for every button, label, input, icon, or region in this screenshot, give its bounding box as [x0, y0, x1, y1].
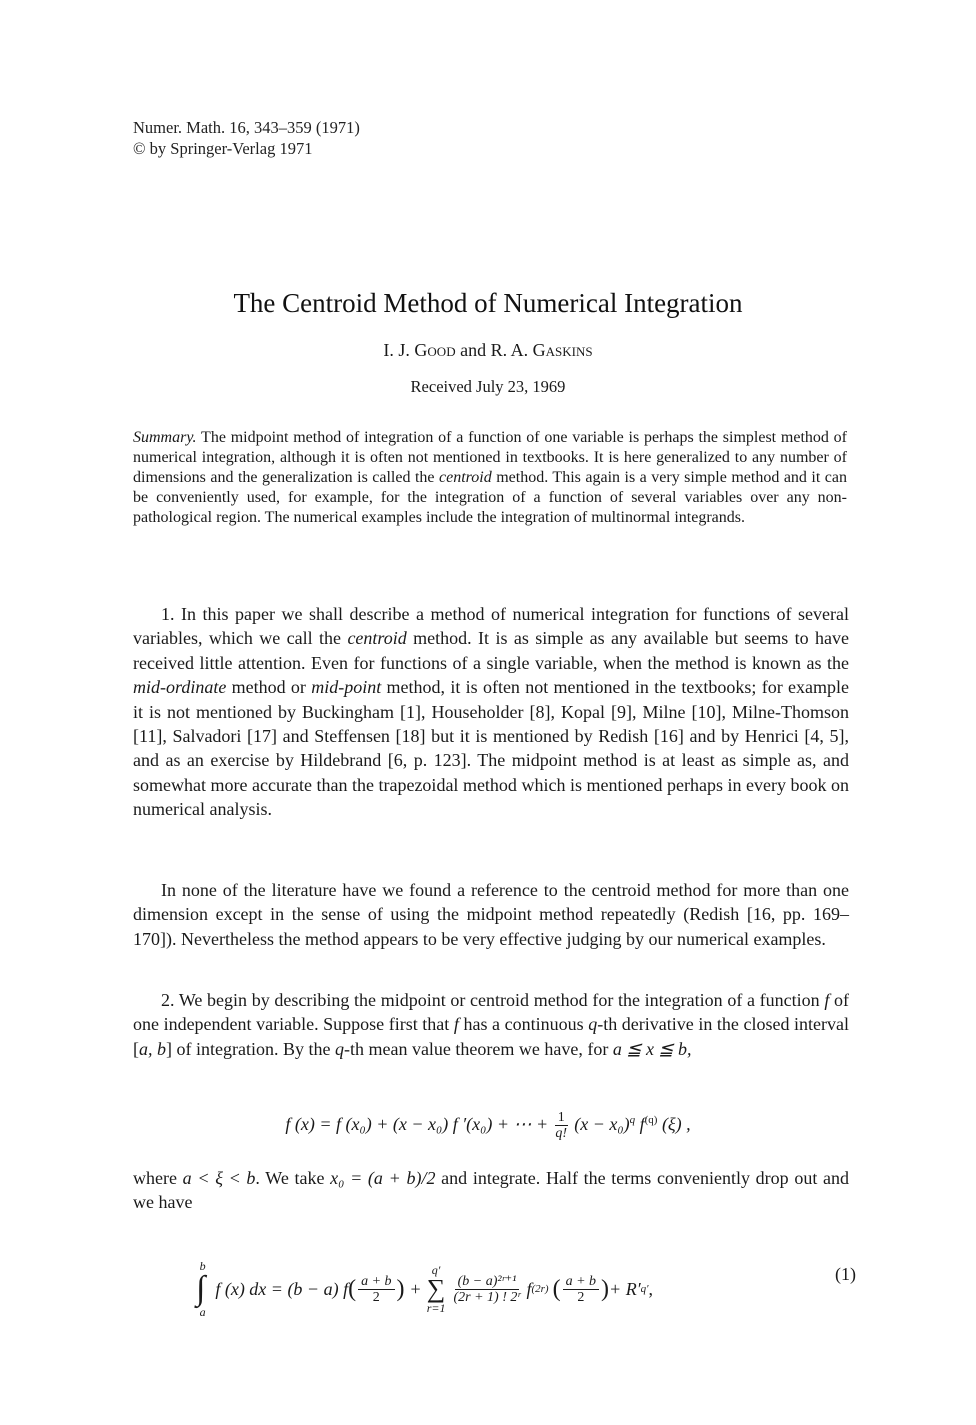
author1-initials: I. J. — [383, 340, 410, 360]
p4-text-1: where — [133, 1168, 183, 1188]
summary-label: Summary. — [133, 429, 197, 446]
summary-text-1: The midpoint method of integration of a function of one variable is perhaps the simplest method of numerical integration, although it is often not mentioned in textbooks. It is here generalized to any number of dimensions and the generalization is called the — [133, 429, 847, 486]
eq1-fraction — [555, 1110, 568, 1141]
journal-citation: Numer. Math. 16, 343–359 (1971) — [133, 118, 360, 137]
eq1-rhs: (x − x₀) — [569, 1114, 630, 1134]
integral-lower: a — [199, 1305, 206, 1319]
paragraph-4 — [133, 1166, 849, 1215]
summary-em-centroid: centroid — [439, 469, 492, 486]
eq1-lhs: f (x) = f (x₀) + (x − x₀) f ′(x₀) + ⋯ + — [285, 1114, 553, 1134]
eq2-frac-1 — [358, 1274, 394, 1305]
s2-text-6: -th mean value theorem we have, for — [343, 1038, 613, 1059]
plus-sign: + — [410, 1278, 421, 1299]
equation-number: (1) — [835, 1264, 856, 1284]
author1-name: Good — [414, 340, 456, 360]
s2-interval: a, b — [139, 1038, 166, 1059]
author2-initials: R. A. — [490, 340, 529, 360]
eq2-f-sup: (2r) — [531, 1283, 549, 1295]
s1-text-1: 1. In this paper we shall describe a method of numerical integration for functions of several variables, which we call the — [133, 604, 849, 649]
eq1-rhs2: f — [635, 1114, 645, 1134]
s2-text-1: 2. We begin by describing the midpoint or centroid method for the integration of a function — [161, 990, 825, 1010]
section-2-paragraph — [133, 988, 849, 1061]
eq2-frac-2 — [453, 1274, 520, 1305]
journal-header — [133, 117, 360, 159]
summary-abstract — [133, 428, 847, 528]
frac2-num: (b − a)²ʳ⁺¹ — [455, 1274, 520, 1290]
frac3-num: a + b — [563, 1274, 599, 1290]
eq2-f: f — [526, 1278, 532, 1299]
p4-text-2: . We take — [255, 1168, 331, 1188]
s2-text-3: has a continuous — [458, 1014, 589, 1035]
eq1-frac-num: 1 — [555, 1110, 568, 1126]
eq2-row — [196, 1260, 653, 1318]
eq2-integrand: f (x) dx = (b − a) f — [215, 1278, 349, 1299]
eq2-remainder-sub: q′ — [640, 1283, 649, 1295]
copyright-line: © by Springer-Verlag 1971 — [133, 139, 313, 158]
s2-text-2: of one independent variable. Suppose first that — [133, 990, 849, 1035]
equation-1 — [196, 1238, 856, 1319]
eq2-remainder: + R′ — [609, 1278, 641, 1299]
s1-em-centroid: centroid — [347, 628, 407, 649]
p4-math-2: x₀ = (a + b)/2 — [330, 1168, 436, 1188]
paper-title: The Centroid Method of Numerical Integration — [233, 288, 743, 318]
frac1-num: a + b — [358, 1274, 394, 1290]
section-1-paragraph — [133, 602, 849, 822]
equation-taylor — [0, 1107, 976, 1141]
eq2-tail: , — [648, 1278, 654, 1299]
summation — [427, 1264, 446, 1314]
author2-name: Gaskins — [532, 340, 593, 360]
sum-upper: q′ — [431, 1263, 441, 1277]
s1-em-mid-point: mid-point — [311, 677, 382, 698]
eq1-rhs3: (ξ) , — [657, 1114, 691, 1134]
eq1-frac-den: q! — [555, 1126, 568, 1142]
s1-text-3: method or — [226, 677, 312, 698]
summary-text-2: method. This again is a very simple method and it can be conveniently used, for example, for the integration of a function of several variables over any non-pathological region. The numerical examples include the integration of multinormal integrands. — [133, 469, 847, 526]
paragraph-2-text: In none of the literature have we found a reference to the centroid method for more than one dimension except in the sense of using the midpoint method repeatedly (Redish [16, pp. 169–170]). Nevertheless the method appears to be very effective judging by our numerical examples. — [133, 880, 849, 949]
paren-open-1: ( — [348, 1275, 357, 1302]
frac3-den: 2 — [577, 1289, 585, 1305]
p4-text-3: and integrate. Half the terms conveniently drop out and we have — [133, 1168, 849, 1213]
s2-condition: a ≦ x ≦ b, — [612, 1038, 692, 1059]
paragraph-2 — [133, 878, 849, 951]
s2-var-f2: f — [453, 1014, 459, 1035]
eq2-frac-3 — [563, 1274, 599, 1305]
s2-var-q2: q — [334, 1038, 344, 1059]
paren-close-1: ) — [396, 1275, 405, 1302]
eq1-rhs-sup: q — [629, 1114, 636, 1126]
s2-text-5: ] of integration. By the — [166, 1038, 335, 1059]
author-conj: and — [460, 340, 487, 360]
s2-var-q1: q — [588, 1014, 598, 1035]
paren-close-2: ) — [601, 1275, 610, 1302]
sum-lower: r=1 — [426, 1301, 446, 1315]
author-line — [0, 338, 976, 362]
s1-text-2: method. It is as simple as any available but seems to have received little attention. Even for functions of a single variable, when the method is known as the — [133, 628, 849, 673]
s1-em-mid-ordinate: mid-ordinate — [133, 677, 227, 698]
integral-sign — [196, 1260, 209, 1318]
s1-text-4: method, it is often not mentioned in the textbooks; for example it is not mentioned by Buckingham [1], Householder [8], Kopal [9], Milne [10], Milne-Thomson [11], Salvadori [17] and Steffensen [18] but it is mentioned by Redish [16] and by Henrici [4, 5], and as an exercise by Hildebrand [6, p. 123]. The midpoint method is at least as simple as, and somewhat more accurate than the trapezoidal method which is mentioned perhaps in every book on numerical analysis. — [133, 677, 849, 820]
s2-text-4: -th derivative in the closed interval [ — [133, 1014, 849, 1059]
frac2-den: (2r + 1) ! 2ʳ — [453, 1289, 521, 1305]
p4-math-1: a < ξ < b — [182, 1168, 256, 1188]
integral-upper: b — [199, 1259, 206, 1273]
integral-symbol: ∫ — [196, 1270, 206, 1307]
frac1-den: 2 — [372, 1289, 380, 1305]
received-date: Received July 23, 1969 — [410, 377, 566, 396]
paren-open-2: ( — [552, 1275, 561, 1302]
s2-var-f1: f — [824, 990, 830, 1010]
eq1-rhs2-sup: (q) — [644, 1114, 658, 1126]
sigma-symbol: ∑ — [426, 1274, 446, 1303]
